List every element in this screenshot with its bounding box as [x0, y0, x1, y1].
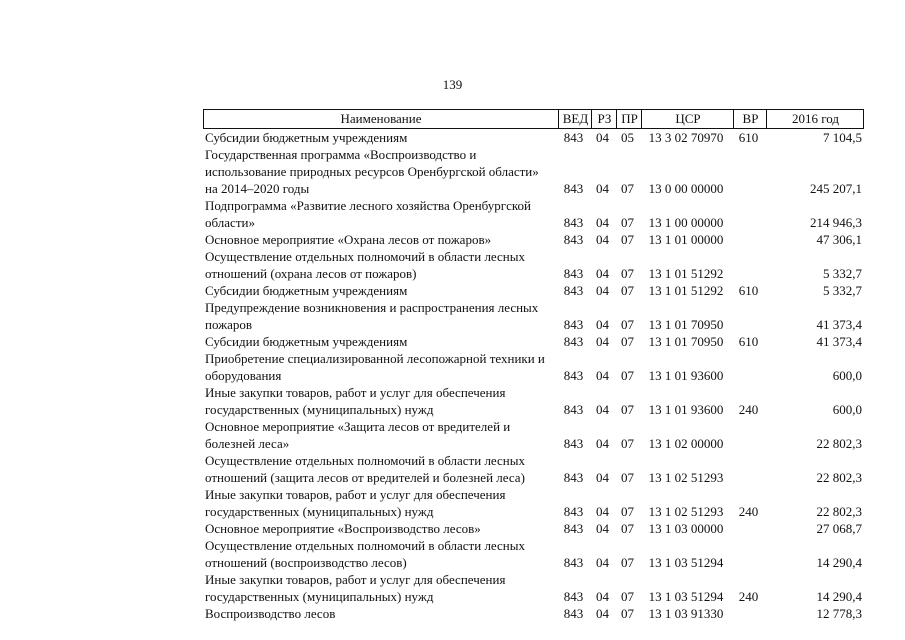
cell-name-line: использование природных ресурсов Оренбургской области»	[205, 164, 539, 179]
table-row	[203, 282, 864, 299]
cell-name	[205, 197, 557, 231]
cell-pr: 07	[621, 181, 634, 196]
cell-csr: 13 1 01 00000	[648, 232, 724, 247]
cell-ved: 843	[563, 436, 584, 451]
cell-name	[205, 418, 557, 452]
cell-rz: 04	[596, 555, 609, 570]
cell-amount: 5 332,7	[823, 266, 862, 281]
cell-pr: 07	[621, 555, 634, 570]
cell-vr	[732, 316, 765, 333]
cell-amount: 600,0	[832, 402, 862, 417]
cell-csr: 13 1 01 70950	[648, 317, 724, 332]
cell-amount: 27 068,7	[816, 521, 862, 536]
cell-name-line: отношений (защита лесов от вредителей и болезней леса)	[205, 470, 525, 485]
cell-name-line: Иные закупки товаров, работ и услуг для обеспечения	[205, 385, 506, 400]
cell-name	[205, 129, 557, 146]
table-row	[203, 486, 864, 520]
cell-csr: 13 1 03 51294	[648, 589, 724, 604]
cell-vr: 610	[738, 334, 759, 349]
cell-name-line: Государственная программа «Воспроизводство и	[205, 147, 477, 162]
cell-name-line: пожаров	[205, 317, 253, 332]
page-number: 139	[442, 77, 463, 92]
cell-pr: 07	[621, 470, 634, 485]
cell-csr: 13 1 01 93600	[648, 368, 724, 383]
cell-amount: 22 802,3	[816, 436, 862, 451]
cell-pr: 07	[621, 232, 634, 247]
cell-ved: 843	[563, 402, 584, 417]
cell-name	[205, 384, 557, 418]
cell-vr: 240	[738, 589, 759, 604]
cell-pr: 07	[621, 504, 634, 519]
cell-rz: 04	[596, 232, 609, 247]
table-row	[203, 350, 864, 384]
cell-amount: 22 802,3	[816, 504, 862, 519]
cell-name	[205, 146, 557, 197]
cell-csr: 13 1 03 91330	[648, 606, 724, 621]
cell-amount: 14 290,4	[816, 589, 862, 604]
cell-rz: 04	[596, 521, 609, 536]
cell-vr	[732, 520, 765, 537]
cell-csr: 13 1 03 51294	[648, 555, 724, 570]
table-header	[203, 109, 864, 129]
cell-name	[205, 486, 557, 520]
cell-csr: 13 3 02 70970	[648, 130, 724, 145]
cell-ved: 843	[563, 606, 584, 621]
cell-pr: 07	[621, 283, 634, 298]
cell-rz: 04	[596, 436, 609, 451]
column-header-ved: ВЕД	[558, 110, 592, 128]
table-body	[203, 129, 864, 622]
column-header-name: Наименование	[340, 111, 422, 126]
cell-name-line: государственных (муниципальных) нужд	[205, 504, 434, 519]
table-row	[203, 231, 864, 248]
cell-name-line: государственных (муниципальных) нужд	[205, 589, 434, 604]
cell-rz: 04	[596, 504, 609, 519]
column-header-rz: РЗ	[591, 110, 617, 128]
table-row	[203, 146, 864, 197]
cell-rz: 04	[596, 181, 609, 196]
cell-pr: 07	[621, 402, 634, 417]
cell-name-line: Субсидии бюджетным учреждениям	[205, 283, 408, 298]
cell-name	[205, 299, 557, 333]
cell-vr	[732, 180, 765, 197]
cell-rz: 04	[596, 368, 609, 383]
cell-csr: 13 1 02 00000	[648, 436, 724, 451]
cell-name-line: Осуществление отдельных полномочий в области лесных	[205, 249, 525, 264]
table-row	[203, 384, 864, 418]
table-row	[203, 197, 864, 231]
cell-amount: 22 802,3	[816, 470, 862, 485]
cell-pr: 07	[621, 215, 634, 230]
cell-rz: 04	[596, 130, 609, 145]
cell-name-line: отношений (воспроизводство лесов)	[205, 555, 407, 570]
budget-table	[203, 109, 864, 622]
cell-vr: 610	[738, 283, 759, 298]
cell-ved: 843	[563, 215, 584, 230]
cell-ved: 843	[563, 589, 584, 604]
cell-csr: 13 1 01 93600	[648, 402, 724, 417]
cell-pr: 07	[621, 266, 634, 281]
cell-ved: 843	[563, 181, 584, 196]
cell-name-line: Субсидии бюджетным учреждениям	[205, 334, 408, 349]
table-row	[203, 605, 864, 622]
cell-vr	[732, 435, 765, 452]
cell-amount: 47 306,1	[816, 232, 862, 247]
cell-ved: 843	[563, 521, 584, 536]
cell-name	[205, 520, 557, 537]
table-row	[203, 333, 864, 350]
cell-ved: 843	[563, 334, 584, 349]
cell-vr	[732, 605, 765, 622]
table-row	[203, 248, 864, 282]
cell-amount: 214 946,3	[810, 215, 862, 230]
cell-name	[205, 350, 557, 384]
column-header-vr: ВР	[733, 110, 767, 128]
cell-csr: 13 0 00 00000	[648, 181, 724, 196]
cell-amount: 14 290,4	[816, 555, 862, 570]
cell-ved: 843	[563, 470, 584, 485]
cell-name	[205, 605, 557, 622]
cell-name-line: Воспроизводство лесов	[205, 606, 336, 621]
cell-csr: 13 1 01 51292	[648, 283, 724, 298]
cell-csr: 13 1 00 00000	[648, 215, 724, 230]
column-header-pr: ПР	[616, 110, 642, 128]
cell-pr: 05	[621, 130, 634, 145]
column-header-year: 2016 год	[766, 110, 864, 128]
cell-vr	[732, 367, 765, 384]
cell-name-line: государственных (муниципальных) нужд	[205, 402, 434, 417]
cell-rz: 04	[596, 317, 609, 332]
cell-ved: 843	[563, 555, 584, 570]
cell-name	[205, 452, 557, 486]
cell-vr: 610	[738, 130, 759, 145]
cell-csr: 13 1 02 51293	[648, 470, 724, 485]
cell-pr: 07	[621, 334, 634, 349]
table-row	[203, 537, 864, 571]
cell-name-line: отношений (охрана лесов от пожаров)	[205, 266, 417, 281]
cell-name-line: Осуществление отдельных полномочий в области лесных	[205, 538, 525, 553]
cell-rz: 04	[596, 606, 609, 621]
cell-amount: 12 778,3	[816, 606, 862, 621]
cell-name	[205, 282, 557, 299]
cell-name	[205, 248, 557, 282]
cell-vr	[732, 214, 765, 231]
cell-ved: 843	[563, 232, 584, 247]
cell-name-line: оборудования	[205, 368, 282, 383]
cell-ved: 843	[563, 130, 584, 145]
cell-pr: 07	[621, 606, 634, 621]
cell-pr: 07	[621, 589, 634, 604]
cell-rz: 04	[596, 402, 609, 417]
cell-ved: 843	[563, 266, 584, 281]
table-row	[203, 418, 864, 452]
cell-name-line: на 2014–2020 годы	[205, 181, 310, 196]
cell-pr: 07	[621, 368, 634, 383]
cell-name-line: болезней леса»	[205, 436, 290, 451]
cell-csr: 13 1 03 00000	[648, 521, 724, 536]
column-header-csr: ЦСР	[641, 110, 734, 128]
cell-name	[205, 333, 557, 350]
table-row	[203, 299, 864, 333]
cell-name-line: Основное мероприятие «Воспроизводство лесов»	[205, 521, 481, 536]
cell-csr: 13 1 01 70950	[648, 334, 724, 349]
cell-amount: 41 373,4	[816, 317, 862, 332]
cell-vr	[732, 554, 765, 571]
cell-amount: 41 373,4	[816, 334, 862, 349]
cell-vr	[732, 231, 765, 248]
cell-name-line: Иные закупки товаров, работ и услуг для обеспечения	[205, 572, 506, 587]
cell-rz: 04	[596, 283, 609, 298]
cell-name-line: области»	[205, 215, 255, 230]
cell-pr: 07	[621, 436, 634, 451]
cell-name	[205, 571, 557, 605]
cell-name-line: Предупреждение возникновения и распространения лесных	[205, 300, 539, 315]
cell-pr: 07	[621, 317, 634, 332]
cell-name	[205, 537, 557, 571]
cell-ved: 843	[563, 368, 584, 383]
cell-ved: 843	[563, 317, 584, 332]
cell-csr: 13 1 01 51292	[648, 266, 724, 281]
cell-vr	[732, 469, 765, 486]
cell-name	[205, 231, 557, 248]
cell-ved: 843	[563, 504, 584, 519]
table-row	[203, 520, 864, 537]
cell-name-line: Субсидии бюджетным учреждениям	[205, 130, 408, 145]
cell-name-line: Осуществление отдельных полномочий в области лесных	[205, 453, 525, 468]
cell-name-line: Подпрограмма «Развитие лесного хозяйства Оренбургской	[205, 198, 531, 213]
cell-rz: 04	[596, 334, 609, 349]
cell-vr: 240	[738, 402, 759, 417]
cell-vr	[732, 265, 765, 282]
cell-amount: 600,0	[832, 368, 862, 383]
table-row	[203, 129, 864, 146]
cell-pr: 07	[621, 521, 634, 536]
cell-csr: 13 1 02 51293	[648, 504, 724, 519]
cell-amount: 245 207,1	[810, 181, 862, 196]
cell-amount: 7 104,5	[823, 130, 862, 145]
cell-name-line: Основное мероприятие «Защита лесов от вредителей и	[205, 419, 511, 434]
cell-name-line: Иные закупки товаров, работ и услуг для обеспечения	[205, 487, 506, 502]
cell-amount: 5 332,7	[823, 283, 862, 298]
table-row	[203, 452, 864, 486]
cell-name-line: Основное мероприятие «Охрана лесов от пожаров»	[205, 232, 492, 247]
cell-ved: 843	[563, 283, 584, 298]
cell-rz: 04	[596, 266, 609, 281]
cell-rz: 04	[596, 470, 609, 485]
table-row	[203, 571, 864, 605]
cell-name-line: Приобретение специализированной лесопожарной техники и	[205, 351, 545, 366]
cell-rz: 04	[596, 589, 609, 604]
cell-vr: 240	[738, 504, 759, 519]
cell-rz: 04	[596, 215, 609, 230]
